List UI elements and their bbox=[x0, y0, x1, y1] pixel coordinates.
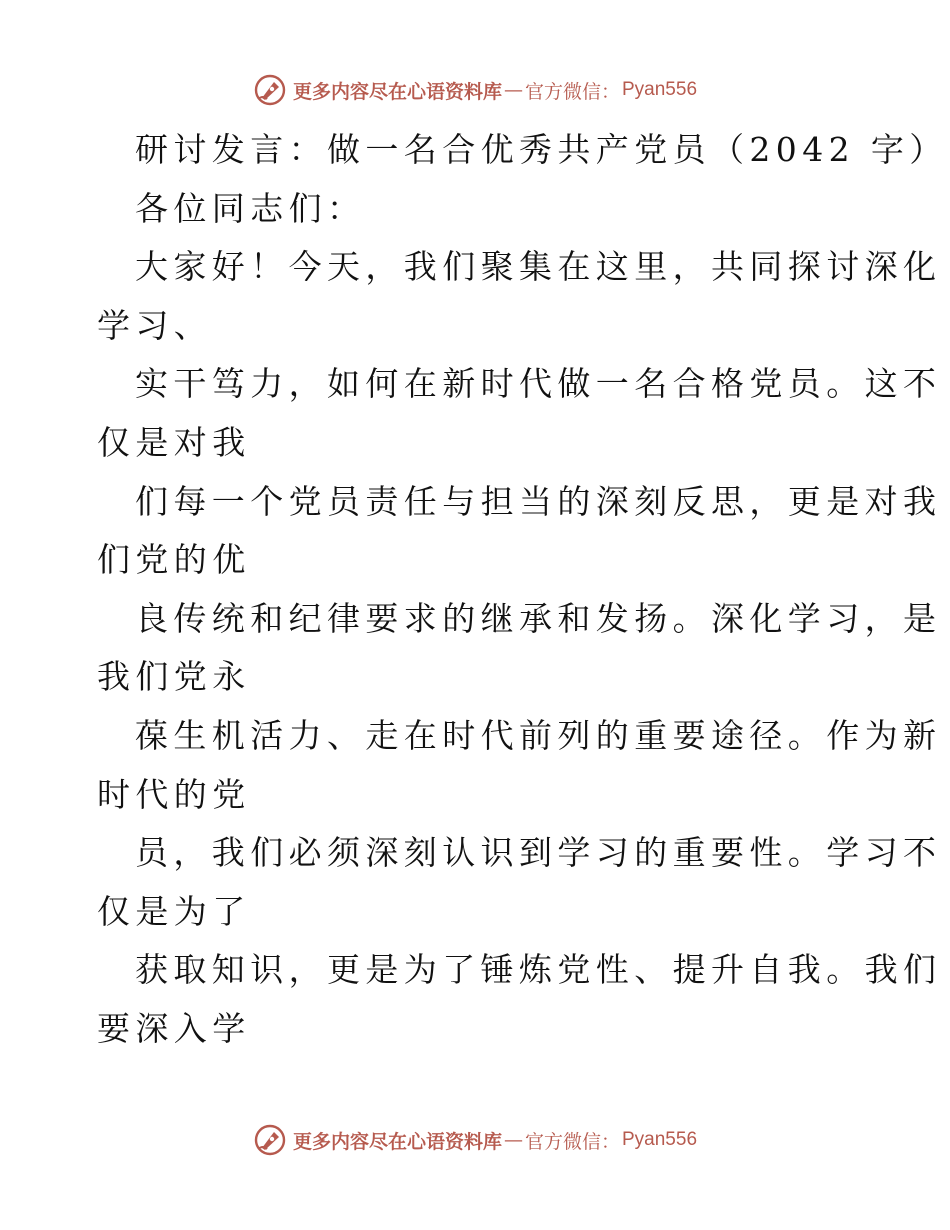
paragraph-line: 我们党永 bbox=[97, 657, 251, 697]
paragraph-line: 员，我们必须深刻认识到学习的重要性。学习不 bbox=[135, 833, 942, 873]
paragraph-line: 葆生机活力、走在时代前列的重要途径。作为新 bbox=[135, 715, 942, 755]
salutation: 各位同志们： bbox=[135, 188, 366, 228]
pen-nib-logo-icon bbox=[253, 73, 287, 107]
footer-watermark-banner bbox=[0, 1120, 950, 1160]
paragraph-line: 时代的党 bbox=[97, 774, 251, 814]
header-wechat-label: 官方微信： bbox=[524, 80, 620, 103]
document-title: 研讨发言：做一名合优秀共产党员（2042 字） bbox=[135, 130, 948, 169]
paragraph-line: 们党的优 bbox=[97, 540, 251, 580]
header-separator: — bbox=[503, 79, 523, 101]
footer-wechat-id: Pyan556 bbox=[622, 1129, 698, 1150]
header-watermark-banner bbox=[0, 70, 950, 110]
paragraph-line: 良传统和纪律要求的继承和发扬。深化学习，是 bbox=[135, 598, 942, 638]
pen-nib-logo-icon bbox=[253, 1123, 287, 1157]
paragraph-line: 实干笃力，如何在新时代做一名合格党员。这不 bbox=[135, 364, 942, 404]
document-body bbox=[97, 121, 948, 1059]
paragraph-line: 获取知识，更是为了锤炼党性、提升自我。我们 bbox=[135, 950, 942, 990]
paragraph-line: 们每一个党员责任与担当的深刻反思，更是对我 bbox=[135, 481, 942, 521]
footer-separator: — bbox=[503, 1129, 523, 1151]
header-wechat-id: Pyan556 bbox=[622, 79, 698, 100]
paragraph-line: 大家好！今天，我们聚集在这里，共同探讨深化 bbox=[135, 247, 942, 287]
paragraph-line: 仅是对我 bbox=[97, 422, 251, 462]
paragraph-line: 仅是为了 bbox=[97, 891, 251, 931]
footer-wechat-label: 官方微信： bbox=[524, 1130, 620, 1153]
paragraph-line: 学习、 bbox=[97, 305, 213, 345]
header-brand-text: 更多内容尽在心语资料库 bbox=[292, 80, 502, 103]
footer-brand-text: 更多内容尽在心语资料库 bbox=[292, 1130, 502, 1153]
paragraph-line: 要深入学 bbox=[97, 1008, 251, 1048]
